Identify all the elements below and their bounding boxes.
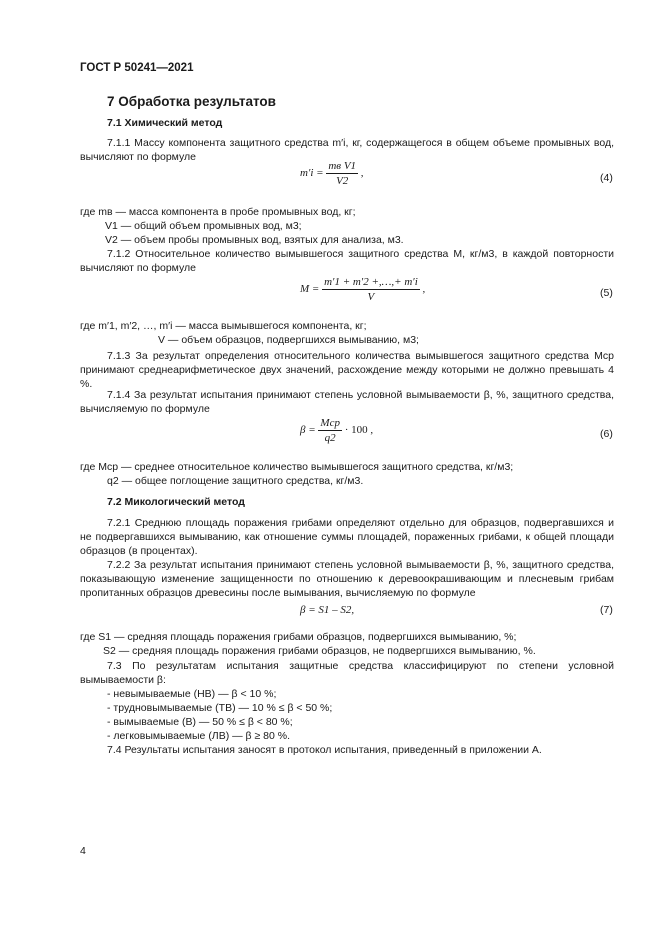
formula-6 [300, 417, 373, 444]
paragraph-7-2-2: 7.2.2 За результат испытания принимают степень условной вымываемости β, %, защитного средства, показывающую изменение защищенности по отношению к деревоокрашивающим и плесневым грибам пропитанных образцов древесины после вымывания, вычисляемую по формуле [80, 559, 614, 599]
formula-4-tail: , [360, 167, 364, 180]
formula-6-fraction [318, 417, 342, 444]
where-line: где S1 — средняя площадь поражения грибами образцов, подвергшихся вымыванию, %; [80, 631, 517, 643]
formula-5-denominator: V [367, 291, 375, 303]
formula-4 [300, 160, 364, 187]
where-line: V2 — объем пробы промывных вод, взятых для анализа, м3. [105, 234, 404, 246]
formula-5-numerator: m′1 + m′2 +,…,+ m′i [324, 276, 418, 288]
formula-5-tail: , [422, 283, 426, 296]
formula-6-tail: · 100 , [344, 424, 374, 437]
section-title: 7 Обработка результатов [107, 94, 276, 109]
class-item: - трудновымываемые (ТВ) — 10 % ≤ β < 50 %; [107, 702, 333, 714]
class-item: - вымываемые (В) — 50 % ≤ β < 80 %; [107, 716, 293, 728]
equation-number-7: (7) [600, 604, 613, 616]
paragraph-7-3: 7.3 По результатам испытания защитные средства классифицируют по степени условной вымываемости β: [80, 660, 614, 686]
formula-6-denominator: q2 [324, 432, 336, 444]
formula-4-lhs: m′i = [300, 167, 324, 180]
where-line: где Mср — среднее относительное количество вымывшегося защитного средства, кг/м3; [80, 461, 514, 473]
paragraph-7-1-3: 7.1.3 За результат определения относительного количества вымывшегося защитного средства Mср принимают среднеарифметическое двух значений, расхождение между которыми не должно превышать 4 %. [80, 350, 614, 390]
paragraph-7-2-1: 7.2.1 Среднюю площадь поражения грибами определяют отдельно для образцов, подвергавшихся и не подвергавшихся вымыванию, как отношение суммы площадей, пораженных грибами, к общей площади образцов (в процентах). [80, 517, 614, 557]
equation-number-4: (4) [600, 172, 613, 184]
where-line: q2 — общее поглощение защитного средства, кг/м3. [107, 475, 364, 487]
formula-6-lhs: β = [300, 424, 316, 437]
formula-5-fraction [322, 276, 420, 303]
paragraph-7-1-1: 7.1.1 Массу компонента защитного средства m′i, кг, содержащегося в общем объеме промывных вод, вычисляют по формуле [80, 137, 614, 163]
formula-7: β = S1 – S2, [300, 604, 355, 616]
formula-5 [300, 276, 425, 303]
page-number: 4 [80, 845, 86, 857]
where-line: V1 — общий объем промывных вод, м3; [105, 220, 302, 232]
formula-5-lhs: M = [300, 283, 320, 296]
class-item: - невымываемые (НВ) — β < 10 %; [107, 688, 277, 700]
equation-number-5: (5) [600, 287, 613, 299]
subsection-title-chemical: 7.1 Химический метод [107, 117, 223, 129]
where-line: где m′1, m′2, …, m′i — масса вымывшегося компонента, кг; [80, 320, 367, 332]
where-line: S2 — средняя площадь поражения грибами образцов, не подвергшихся вымыванию, %. [103, 645, 536, 657]
equation-number-6: (6) [600, 428, 613, 440]
class-item: - легковымываемые (ЛВ) — β ≥ 80 %. [107, 730, 291, 742]
subsection-title-mycological: 7.2 Микологический метод [107, 496, 245, 508]
formula-4-denominator: V2 [336, 175, 349, 187]
formula-6-numerator: Mср [320, 417, 340, 429]
where-line: где mв — масса компонента в пробе промывных вод, кг; [80, 206, 356, 218]
standard-header: ГОСТ Р 50241—2021 [80, 62, 194, 74]
paragraph-7-1-4: 7.1.4 За результат испытания принимают степень условной вымываемости β, %, защитного средства, вычисляемую по формуле [80, 389, 614, 415]
formula-4-fraction [326, 160, 358, 187]
paragraph-7-1-2: 7.1.2 Относительное количество вымывшегося защитного средства M, кг/м3, в каждой повторности вычисляют по формуле [80, 248, 614, 274]
paragraph-7-4: 7.4 Результаты испытания заносят в протокол испытания, приведенный в приложении А. [107, 744, 542, 756]
where-line: V — объем образцов, подвергшихся вымыванию, м3; [158, 334, 419, 346]
formula-4-numerator: mв V1 [328, 160, 357, 172]
